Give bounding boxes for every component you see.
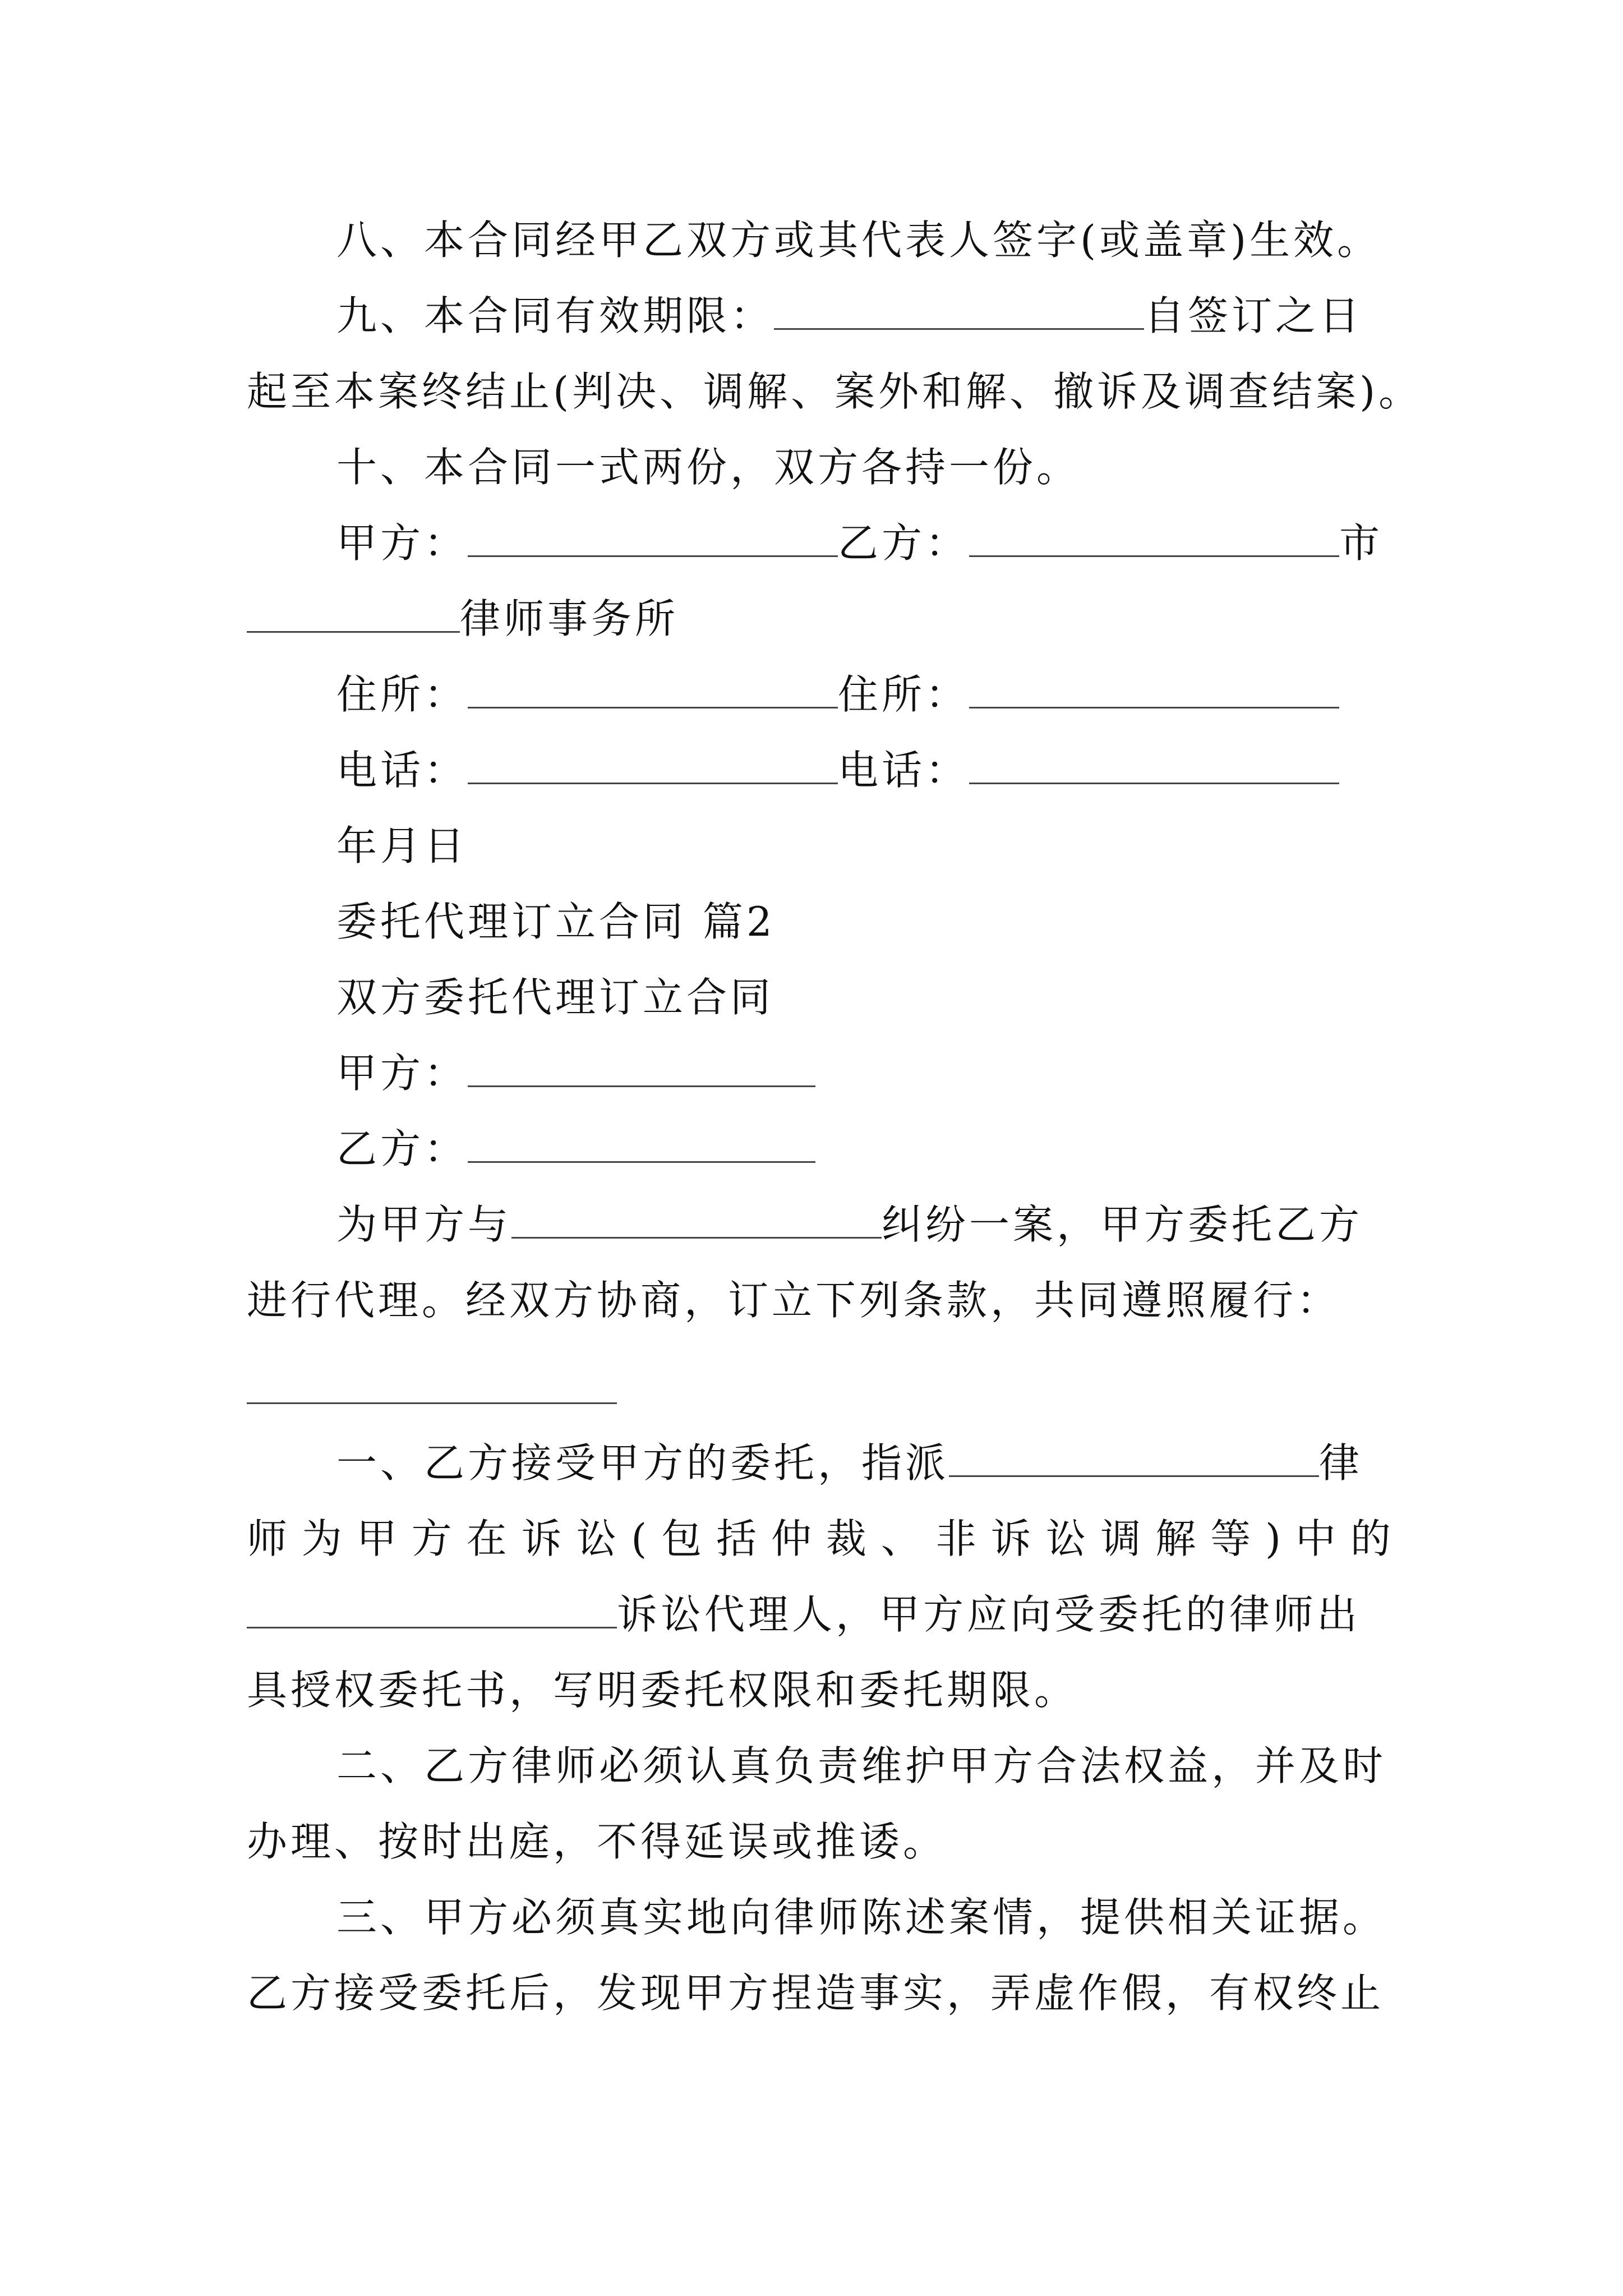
clause-1-line-3 bbox=[247, 1588, 1361, 1641]
city-label: 市 bbox=[1339, 519, 1384, 567]
section-2-title bbox=[336, 895, 776, 949]
clause-1-char: 讼 bbox=[576, 1515, 617, 1562]
address-a-blank[interactable] bbox=[468, 668, 838, 708]
party-a-blank[interactable] bbox=[468, 516, 838, 557]
party-b-name-blank[interactable] bbox=[468, 1122, 815, 1163]
party-b-label: 乙方： bbox=[838, 519, 970, 567]
clause-2-start: 二、乙方律师必须认真负责维护甲方合法权益，并及时 bbox=[336, 1742, 1387, 1789]
clause-1-char: 的 bbox=[1350, 1515, 1391, 1562]
clause-1-char: 包 bbox=[661, 1515, 702, 1562]
clause-1-char: 解 bbox=[1155, 1515, 1196, 1562]
clause-1-lawyer: 律 bbox=[1319, 1439, 1363, 1487]
clause-1-char: 在 bbox=[466, 1515, 507, 1562]
clause-1-char: 括 bbox=[716, 1515, 757, 1562]
clause-2 bbox=[336, 1739, 1386, 1793]
signature-parties-row bbox=[336, 516, 1383, 570]
clause-9 bbox=[336, 289, 1363, 343]
clause-3-continued bbox=[247, 1966, 1384, 2020]
clause-3-end: 乙方接受委托后，发现甲方捏造事实，弄虚作假，有权终止 bbox=[247, 1970, 1385, 2017]
clause-1-char: 非 bbox=[935, 1515, 976, 1562]
clause-1-char: 讼 bbox=[1045, 1515, 1086, 1562]
dispute-party-blank[interactable] bbox=[511, 1198, 882, 1239]
intro-start: 为甲方与 bbox=[336, 1201, 512, 1248]
date-row bbox=[336, 819, 468, 873]
clause-1-start: 一、乙方接受甲方的委托，指派 bbox=[336, 1439, 949, 1487]
clause-1-char: 、 bbox=[880, 1515, 921, 1562]
address-a-label: 住所： bbox=[336, 671, 468, 718]
clause-9-continued-text: 起至本案终结止(判决、调解、案外和解、撤诉及调查结案)。 bbox=[247, 368, 1423, 415]
clause-1-char: 裁 bbox=[826, 1515, 866, 1562]
section-2-title-text: 委托代理订立合同 篇2 bbox=[336, 898, 776, 945]
address-b-blank[interactable] bbox=[969, 668, 1339, 708]
clause-1-role-text: 诉讼代理人，甲方应向受委托的律师出 bbox=[617, 1591, 1361, 1638]
clause-9-label: 九、本合同有效期限： bbox=[336, 292, 774, 339]
party-a-name-blank[interactable] bbox=[468, 1046, 815, 1087]
party-b-blank[interactable] bbox=[969, 516, 1339, 557]
clause-1-char: 调 bbox=[1100, 1515, 1141, 1562]
clause-1-char: 为 bbox=[301, 1515, 342, 1562]
law-firm-row bbox=[247, 592, 679, 646]
clause-2-continued bbox=[247, 1815, 947, 1869]
clause-1-char: 师 bbox=[247, 1515, 288, 1562]
intro-end: 进行代理。经双方协商，订立下列条款，共同遵照履行： bbox=[247, 1277, 1341, 1324]
law-firm-blank[interactable] bbox=[247, 592, 460, 633]
clause-9-suffix: 自签订之日 bbox=[1144, 292, 1363, 339]
clause-1-line-4 bbox=[247, 1663, 1078, 1717]
party-a-label: 甲方： bbox=[336, 519, 468, 567]
clause-1-char: ) bbox=[1265, 1515, 1281, 1562]
contract-title-text: 双方委托代理订立合同 bbox=[336, 974, 774, 1021]
phone-row bbox=[336, 743, 1339, 797]
party-a-row bbox=[336, 1046, 815, 1100]
clause-10 bbox=[336, 440, 1080, 494]
clause-1-char: 甲 bbox=[356, 1515, 397, 1562]
agent-role-blank[interactable] bbox=[247, 1588, 617, 1628]
phone-a-blank[interactable] bbox=[468, 743, 838, 784]
phone-b-label: 电话： bbox=[838, 747, 970, 794]
contract-title bbox=[336, 970, 774, 1024]
clause-10-text: 十、本合同一式两份，双方各持一份。 bbox=[336, 444, 1081, 491]
clause-1 bbox=[336, 1436, 1363, 1490]
address-b-label: 住所： bbox=[838, 671, 970, 718]
party-a-title-label: 甲方： bbox=[336, 1050, 468, 1097]
clause-1-char: ( bbox=[631, 1515, 647, 1562]
clause-1-char: 中 bbox=[1295, 1515, 1336, 1562]
address-row bbox=[336, 668, 1339, 721]
intro-paragraph bbox=[336, 1198, 1363, 1251]
law-firm-label: 律师事务所 bbox=[460, 595, 679, 642]
clause-1-end: 具授权委托书，写明委托权限和委托期限。 bbox=[247, 1667, 1078, 1714]
clause-1-char: 仲 bbox=[771, 1515, 811, 1562]
clause-1-char: 诉 bbox=[990, 1515, 1031, 1562]
intro-paragraph-continued bbox=[247, 1273, 1340, 1327]
clause-1-char: 等 bbox=[1210, 1515, 1251, 1562]
clause-3 bbox=[336, 1890, 1386, 1944]
clause-3-start: 三、甲方必须真实地向律师陈述案情，提供相关证据。 bbox=[336, 1894, 1387, 1941]
validity-period-blank[interactable] bbox=[774, 289, 1144, 330]
party-b-title-label: 乙方： bbox=[336, 1125, 468, 1172]
clause-1-line-2 bbox=[247, 1512, 1391, 1566]
phone-a-label: 电话： bbox=[336, 747, 468, 794]
clause-8 bbox=[336, 213, 1381, 267]
lawyer-name-blank[interactable] bbox=[949, 1436, 1319, 1477]
party-b-row bbox=[336, 1122, 815, 1176]
date-label: 年月日 bbox=[336, 822, 468, 869]
clause-2-end: 办理、按时出庭，不得延误或推诿。 bbox=[247, 1818, 947, 1865]
intro-middle: 纠纷一案，甲方委托乙方 bbox=[882, 1201, 1363, 1248]
phone-b-blank[interactable] bbox=[969, 743, 1339, 784]
clause-1-char: 方 bbox=[411, 1515, 452, 1562]
standalone-blank-line[interactable] bbox=[247, 1402, 617, 1404]
clause-9-continued bbox=[247, 365, 1422, 418]
clause-8-text: 八、本合同经甲乙双方或其代表人签字(或盖章)生效。 bbox=[336, 217, 1381, 264]
clause-1-char: 诉 bbox=[521, 1515, 562, 1562]
